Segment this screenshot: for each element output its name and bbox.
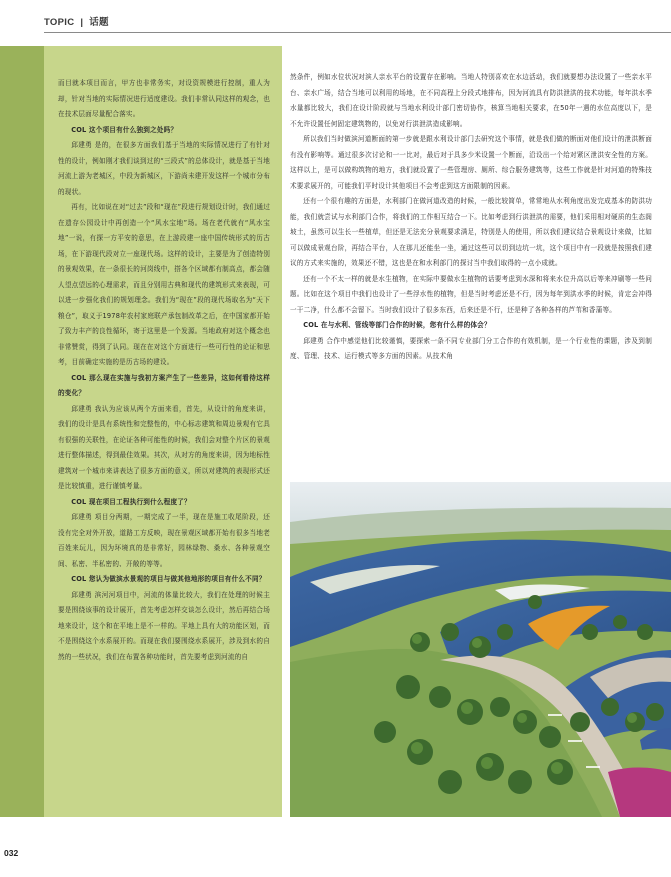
- running-header: [44, 14, 109, 28]
- question: COL 您认为做滨水景观的项目与做其他地形的项目有什么不同？: [71, 575, 266, 583]
- right-text-column: [290, 70, 652, 482]
- header-category: 话题: [89, 17, 109, 28]
- question: COL 现在项目工程执行到什么程度了？: [71, 497, 191, 506]
- rendering-image: [290, 482, 671, 817]
- question: COL 在与水利、管线等部门合作的时候，您有什么样的体会？: [303, 321, 491, 329]
- page-number: 032: [4, 848, 19, 858]
- paragraph: 然条件，例如水位状况对滨人亲水平台的设置存在影响。当地人特别喜欢在水边活动，我们就要想办法设置了一些亲水平台、亲水广场，结合当地可以利用的场地，在不同高程上分段式地排布，因为河流具有防洪泄洪的技术功能，每年洪水季水量都比较大，我们在设计阶段就与当地水利设计部门密切协作，核算当地相关要求，在50年一遇的水位高度以下，是不允许设置任何固定建筑物的，以免对行洪泄洪造成影响。: [290, 73, 652, 128]
- answer-paragraph: 邱建勇 我认为应该从两个方面来看，首先，从设计的角度来讲，我们的设计是具有系统性和完整性的，中心标志建筑和周边景观有它具有很强的关联性，在论证各种可能性的时候，我们会对整个片区的景观进行整体描述，得到最佳效果。其次，从对方的角度来讲，因为地标性建筑对一个城市来讲表达了很多方面的意义，所以对建筑的表现形式还是比较慎重，进行谨慎考量。: [58, 404, 270, 490]
- answer-paragraph: 所以我们当时做滨河道断面的第一步就是跟水利设计部门去研究这个事情，就是我们做的断面对他们设计的泄洪断面有没有影响等。通过很多次讨论和一一比对，最后对于具多少米设置一个断面，沿设出一个给对紧区泄洪安全性的方案。这样以上，是可以做构筑物的地方，我们就设置了一些管理房、厕所、综合服务建筑等，这些工作就是针对河道的特殊技术要求展开的，可能我们平时设计其他项目不会考虑到这方面限制的因素。: [290, 135, 652, 190]
- left-text-column: [44, 46, 282, 817]
- answer-paragraph: 邱建勇 滨河河项目中，河流的体量比较大，我们在处理的时候主要是围绕该事的设计展开，首先考虑怎样交谈怎么设计，然后再结合场地来设计，这个和在平地上是不一样的。平地上具有大的功能区划，而不是围绕这个水系展开的。而现在我们要围绕水系展开，涉及到水的自然的一些状况，我们在布置各种功能时，首先要考虑到河流的自: [58, 590, 270, 661]
- answer-paragraph: 邱建勇 项目分两期，一期完成了一半，现在是施工收尾阶段，还没有完全对外开放，道路工方反映，现在景观区域都开始有很多当地老百姓来玩儿，因为环境真的是非常好，园林绿物、桑水、各种景观空间、私密、半私密的、开敞的等等。: [58, 513, 270, 568]
- question: COL 那么现在实施与我初方案产生了一些差异，这如何看待这样的变化？: [58, 373, 270, 397]
- question: COL 这个项目有什么独到之处吗？: [71, 125, 178, 134]
- answer-paragraph: 邱建勇 是的，在很多方面我们基于当地的实际情况进行了有针对性的设计，例如刚才我们谈到过的“三段式”的总体设计，就是基于当地河流上游为老城区，中段为新城区，下游尚未建开发这样一个城市分布的现状。: [58, 141, 270, 196]
- answer-paragraph: 再有，比如说在对“过去”段和“现在”段进行规划设计时，我们通过在遗存公园设计中再创造一个“风水宝地”场。场在老代就有“风水宝地”一说，有探一方平安的意思，在上游段建一座中国传统形式的历古场，在下游现代段对立一座现代场。这样的设计，主要是为了创造特别的景观效果，在一条很长的河岗线中，搭各个区域都有制高点，都会随人望点望远的心理需求，而且分别用古典和现代的建筑形式来表现，可以进一步强化我们的规划理念。我们为“现在”段的现代场取名为“天下粮仓”，取义于1978年农村家庭联产承包制改革之后，在中国家都开始了致力丰产的良性循环，寄于这里是一个发源。当地政府对这个概念也非常赞赏，得到了认同。现在在对这个方面进行一些可行性的论证和思考，目前确定实施的是历古场的建设。: [58, 203, 270, 366]
- answer-paragraph: 还有一个不太一样的就是水生植物，在实际中要做水生植物的话要考虑到水深和将来水位升高以后等来冲刷等一些问题。比如在这个项目中我们也设计了一些浮水性的植物，但是当时考虑还是不行，因为每年到洪水季的时候，肯定会冲得一干二净，什么都不会留下。当时我们设计了很多东西，后来还是不行，还是种了各种各样的芦苇和香蒲等。: [290, 274, 652, 314]
- riverside-park-rendering: [290, 482, 671, 817]
- paragraph: 而目就本项目而言，甲方也非常务实，对设资规模进行控制，重人为却，针对当地的实际情况进行适度建设。我们非常认同这样的观念，也在技术层面尽量配合落实。: [58, 79, 270, 118]
- header-rule: [44, 32, 671, 33]
- header-section: TOPIC: [44, 17, 75, 28]
- header-separator: |: [80, 17, 84, 28]
- left-accent-bar: [0, 46, 44, 817]
- answer-paragraph: 还有一个很有趣的方面是，水利部门在做河道改造的时候，一般比较简单，常常地从水利角度出发完成基本的防洪功能，我们就尝试与水利部门合作，将我们的工作相互结合一下。比如考虑到行洪泄洪的需要，他们采用相对硬质的生态阁坡土，虽然可以生长一些植草，但还是无法充分景观要求满足，特别是人的使用，所以我们建议结合景观设计来做，比如可以做成景观台阶，再结合平台，人在那儿还能坐一坐，通过这些可以切到边坑一坑，这个项目中有一段就是按照我们建议的方式来实施的，效果还不错，这也是在和水利部门的探讨当中我们取得的一点小成就。: [290, 197, 652, 267]
- answer-paragraph: 邱建勇 合作中感觉他们比较谨慎，要探索一条不同专业部门分工合作的有效机制，是一个行业性的课题，涉及到制度、管理、技术、运行模式等多方面的因素。从技术角: [290, 336, 652, 360]
